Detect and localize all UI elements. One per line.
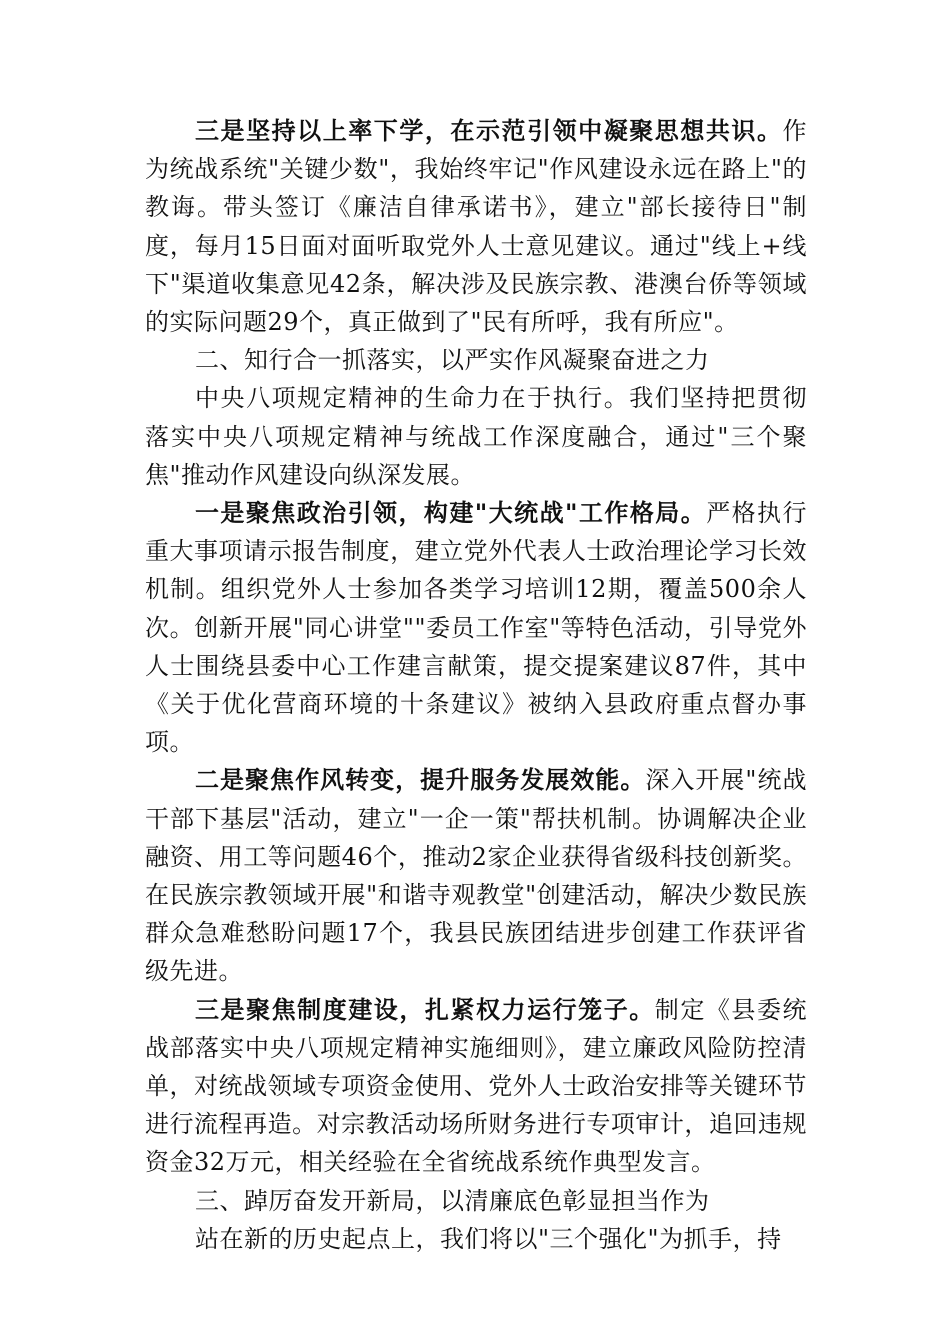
paragraph-style-change xyxy=(145,761,807,990)
section-heading-3: 三、踔厉奋发开新局，以清廉底色彰显担当作为 xyxy=(195,1186,710,1215)
paragraph-body: 作为统战系统"关键少数"，我始终牢记"作风建设永远在路上"的教诲。带头签订《廉洁自律承诺书》，建立"部长接待日"制度，每月15日面对面听取党外人士意见建议。通过"线上+线下"渠道收集意见42条，解决涉及民族宗教、港澳台侨等领域的实际问题29个，真正做到了"民有所呼，我有所应"。 xyxy=(145,117,807,337)
paragraph-section-3-intro: 站在新的历史起点上，我们将以"三个强化"为抓手，持 xyxy=(195,1224,782,1253)
paragraph-system-building xyxy=(145,991,807,1182)
paragraph-political-guidance xyxy=(145,494,807,761)
paragraph-section-2-intro: 中央八项规定精神的生命力在于执行。我们坚持把贯彻落实中央八项规定精神与统战工作深度融合，通过"三个聚焦"推动作风建设向纵深发展。 xyxy=(145,384,807,489)
paragraph-body: 深入开展"统战干部下基层"活动，建立"一企一策"帮扶机制。协调解决企业融资、用工等问题46个，推动2家企业获得省级科技创新奖。在民族宗教领域开展"和谐寺观教堂"创建活动，解决少数民族群众急难愁盼问题17个，我县民族团结进步创建工作获评省级先进。 xyxy=(145,766,807,986)
paragraph-body: 严格执行重大事项请示报告制度，建立党外代表人士政治理论学习长效机制。组织党外人士参加各类学习培训12期，覆盖500余人次。创新开展"同心讲堂""委员工作室"等特色活动，引导党外人士围绕县委中心工作建言献策，提交提案建议87件，其中《关于优化营商环境的十条建议》被纳入县政府重点督办事项。 xyxy=(145,499,807,757)
paragraph-lead: 二是聚焦作风转变，提升服务发展效能。 xyxy=(195,766,646,795)
paragraph-leadership-example xyxy=(145,112,807,341)
paragraph-lead: 三是聚焦制度建设，扎紧权力运行笼子。 xyxy=(195,995,655,1024)
document-body xyxy=(145,112,807,1258)
paragraph-lead: 一是聚焦政治引领，构建"大统战"工作格局。 xyxy=(195,499,707,528)
paragraph-body: 制定《县委统战部落实中央八项规定精神实施细则》，建立廉政风险防控清单，对统战领域专项资金使用、党外人士政治安排等关键环节进行流程再造。对宗教活动场所财务进行专项审计，追回违规资金32万元，相关经验在全省统战系统作典型发言。 xyxy=(145,995,807,1177)
paragraph-lead: 三是坚持以上率下学，在示范引领中凝聚思想共识。 xyxy=(195,117,783,145)
section-heading-2: 二、知行合一抓落实，以严实作风凝聚奋进之力 xyxy=(195,346,710,375)
